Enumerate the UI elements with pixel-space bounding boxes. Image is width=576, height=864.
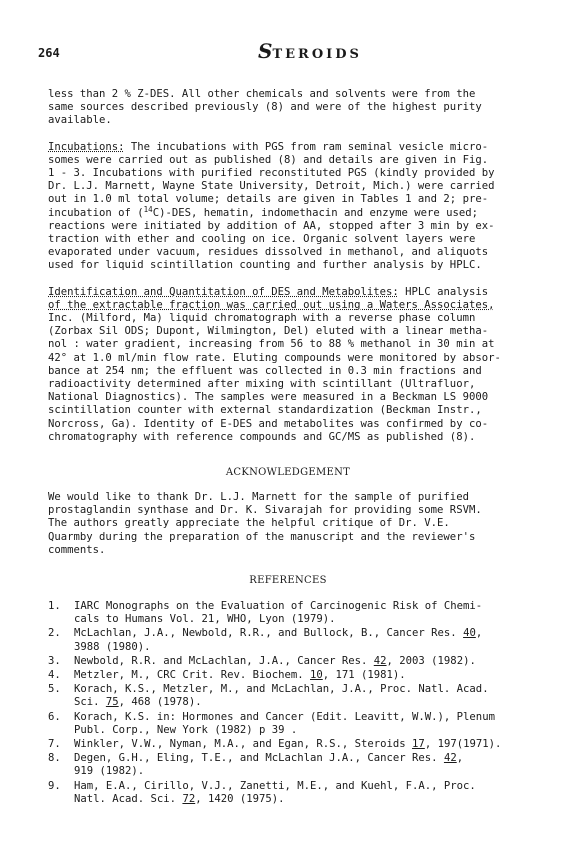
text-run: , 197(1971).	[424, 738, 502, 751]
page-header	[38, 39, 538, 65]
references-heading: REFERENCES	[249, 575, 327, 586]
volume-number: 42	[443, 752, 457, 765]
reference-text: Publ. Corp., New York (1982) p 39 .	[74, 723, 298, 736]
text-line: available.	[48, 114, 112, 127]
reference-item	[48, 655, 538, 668]
reference-item	[48, 669, 538, 682]
text-line: scintillation counter with external standardization (Beckman Instr.,	[48, 404, 482, 417]
text-run: Winkler, V.W., Nyman, M.A., and Egan, R.S., Steroids	[74, 738, 413, 751]
text-line: bance at 254 nm; the effluent was collected in 0.3 min fractions and	[48, 364, 482, 377]
text-run: Sci.	[74, 696, 106, 709]
reference-text: 3988 (1980).	[74, 640, 151, 653]
text-line: 1 - 3. Incubations with purified reconstituted PGS (kindly provided by	[48, 167, 495, 180]
text-line: used for liquid scintillation counting and further analysis by HPLC.	[48, 259, 482, 272]
text-run: incubation of (	[48, 206, 144, 219]
text-line: chromatography with reference compounds and GC/MS as published (8).	[48, 430, 476, 443]
volume-number: 72	[182, 792, 196, 805]
text-run: ,	[475, 627, 483, 640]
body-text	[48, 88, 528, 457]
reference-text: Korach, K.S., Metzler, M., and McLachlan, J.A., Proc. Natl. Acad.	[74, 683, 489, 696]
reference-number: 3.	[48, 654, 61, 667]
reference-number: 1.	[48, 600, 61, 612]
reference-text	[74, 793, 538, 806]
text-line: reactions were initiated by addition of AA, stopped after 3 min by ex-	[48, 219, 495, 232]
reference-item	[48, 780, 538, 806]
text-line: Norcross, Ga). Identity of E-DES and metabolites was confirmed by co-	[48, 417, 489, 430]
incubations-heading: Incubations:	[48, 140, 125, 153]
text-line: The authors greatly appreciate the helpful critique of Dr. V.E.	[48, 517, 450, 530]
reference-item	[48, 627, 538, 653]
reference-number: 5.	[48, 683, 61, 696]
volume-number: 40	[463, 627, 476, 640]
text-line: out in 1.0 ml total volume; details are given in Tables 1 and 2; pre-	[48, 193, 489, 206]
volume-number: 42	[373, 654, 387, 667]
volume-number: 10	[310, 669, 323, 682]
text-run: McLachlan, J.A., Newbold, R.R., and Bullock, B., Cancer Res.	[74, 627, 464, 640]
text-run: Newbold, R.R. and McLachlan, J.A., Cancer Res.	[74, 654, 374, 667]
reference-text: IARC Monographs on the Evaluation of Carcinogenic Risk of Chemi-	[74, 600, 483, 612]
reference-number: 8.	[48, 752, 61, 765]
text-line	[48, 204, 528, 220]
reference-number: 2.	[48, 627, 61, 640]
text-run: Natl. Acad. Sci.	[74, 792, 183, 805]
text-line: We would like to thank Dr. L.J. Marnett for the sample of purified	[48, 491, 469, 503]
reference-number: 9.	[48, 779, 61, 792]
reference-number: 4.	[48, 669, 61, 682]
text-run: , 171 (1981).	[322, 669, 406, 682]
text-run: , 2003 (1982).	[386, 654, 476, 667]
acknowledgement-text	[48, 491, 528, 557]
text-line: radioactivity determined after mixing with scintillant (Ultrafluor,	[48, 378, 476, 391]
text-line: comments.	[48, 543, 106, 556]
text-run: , 1420 (1975).	[195, 792, 285, 805]
text-run: The incubations with PGS from ram seminal vesicle micro-	[124, 140, 489, 153]
journal-name-rest: TEROIDS	[272, 47, 362, 62]
reference-text	[74, 627, 538, 640]
volume-number: 75	[105, 696, 119, 709]
reference-text: Korach, K.S. in: Hormones and Cancer (Edit. Leavitt, W.W.), Plenum	[74, 710, 495, 723]
text-line: evaporated under vacuum, residues dissolved in methanol, and aliquots	[48, 246, 489, 259]
text-line: traction with ether and cooling on ice. Organic solvent layers were	[48, 233, 476, 246]
incubations-paragraph	[48, 141, 528, 273]
reference-text	[74, 655, 538, 668]
reference-text: Ham, E.A., Cirillo, V.J., Zanetti, M.E., and Kuehl, F.A., Proc.	[74, 779, 476, 792]
reference-list	[48, 600, 538, 807]
text-line: somes were carried out as published (8) and details are given in Fig.	[48, 153, 489, 166]
reference-text: 919 (1982).	[74, 765, 145, 778]
text-run: C)-DES, hematin, indomethacin and enzyme were used;	[152, 206, 478, 219]
volume-number: 17	[412, 738, 425, 751]
text-line: Inc. (Milford, Ma) liquid chromatograph with a reverse phase column	[48, 312, 476, 325]
text-line: prostaglandin synthase and Dr. K. Sivarajah for providing some RSVM.	[48, 504, 482, 517]
journal-name	[258, 39, 362, 63]
text-line: nol : water gradient, increasing from 56 to 88 % methanol in 30 min at	[48, 338, 495, 351]
text-line: less than 2 % Z-DES. All other chemicals and solvents were from the	[48, 88, 476, 100]
isotope-superscript: 14	[143, 204, 153, 214]
text-run: Metzler, M., CRC Crit. Rev. Biochem.	[74, 669, 310, 682]
reference-item	[48, 600, 538, 626]
identification-heading: Identification and Quantitation of DES and Metabolites:	[48, 285, 399, 298]
reference-item	[48, 738, 538, 751]
text-run: HPLC analysis	[398, 285, 489, 298]
text-line: (Zorbax Sil ODS; Dupont, Wilmington, Del) eluted with a linear metha-	[48, 325, 489, 338]
acknowledgement-heading: ACKNOWLEDGEMENT	[225, 467, 351, 478]
page-number: 264	[38, 46, 60, 60]
materials-paragraph	[48, 88, 528, 128]
reference-text	[74, 696, 538, 709]
text-run: ,	[456, 752, 464, 765]
reference-item	[48, 752, 538, 778]
text-line: Quarmby during the preparation of the manuscript and the reviewer's	[48, 530, 476, 543]
text-line: 42° at 1.0 ml/min flow rate. Eluting compounds were monitored by absor-	[48, 351, 501, 364]
reference-text	[74, 669, 538, 682]
text-run: , 468 (1978).	[118, 696, 202, 709]
reference-text	[74, 738, 538, 751]
text-line	[48, 286, 528, 299]
identification-paragraph	[48, 286, 528, 444]
text-line	[48, 141, 528, 154]
text-line: Dr. L.J. Marnett, Wayne State University, Detroit, Mich.) were carried	[48, 180, 495, 193]
reference-item	[48, 711, 538, 737]
reference-text: cals to Humans Vol. 21, WHO, Lyon (1979).	[74, 613, 336, 626]
text-run: Degen, G.H., Eling, T.E., and McLachlan J.A., Cancer Res.	[74, 752, 444, 765]
text-line: same sources described previously (8) and were of the highest purity	[48, 101, 482, 114]
reference-number: 6.	[48, 710, 61, 723]
journal-name-initial: S	[258, 39, 273, 63]
reference-text	[74, 752, 538, 765]
text-line: National Diagnostics). The samples were measured in a Beckman LS 9000	[48, 391, 489, 404]
reference-number: 7.	[48, 738, 61, 751]
text-line: of the extractable fraction was carried out using a Waters Associates,	[48, 298, 495, 311]
reference-item	[48, 683, 538, 709]
